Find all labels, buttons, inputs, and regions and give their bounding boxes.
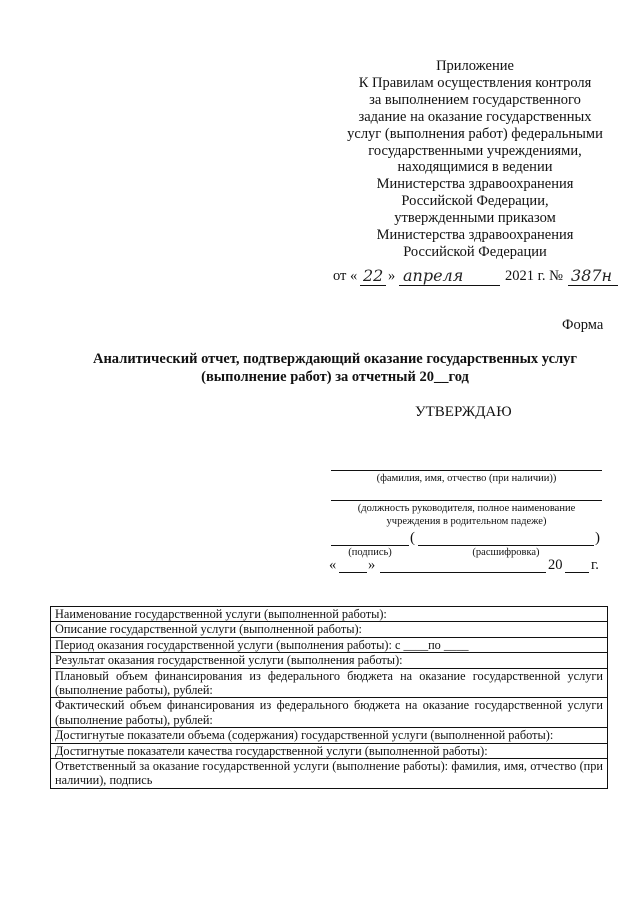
position-caption-line: учреждения в родительном падеже) [386, 516, 547, 527]
date-day-line [339, 572, 367, 573]
form-label: Форма [562, 317, 604, 333]
appendix-line: за выполнением государственного [369, 91, 581, 108]
table-cell: Описание государственной услуги (выполненной работы): [51, 622, 608, 637]
document-title [40, 351, 630, 386]
table-row [51, 653, 608, 668]
table-row [51, 637, 608, 652]
document-title-line: (выполнение работ) за отчетный 20__год [201, 368, 469, 385]
appendix-line: государственными учреждениями, [368, 142, 582, 159]
order-number: 387н [571, 266, 613, 285]
table-row [51, 728, 608, 743]
table-cell: Фактический объем финансирования из федерального бюджета на оказание государственной услуги (выполнение работы), рублей: [51, 698, 608, 728]
table-row [51, 668, 608, 698]
signature-line [331, 545, 409, 546]
table-row [51, 622, 608, 637]
appendix-line: Министерства здравоохранения [376, 176, 574, 193]
appendix-line: задание на оказание государственных [358, 108, 592, 125]
appendix-header [315, 58, 635, 261]
date-open-quote: « [329, 557, 337, 573]
date-year-prefix: 20 [548, 557, 563, 573]
table-row [51, 698, 608, 728]
table-cell: Достигнутые показатели объема (содержания) государственной услуги (выполненной работы): [51, 728, 608, 743]
order-month-underline [399, 285, 500, 286]
appendix-line: К Правилам осуществления контроля [358, 74, 592, 91]
report-table [50, 606, 608, 789]
document-title-line: Аналитический отчет, подтверждающий оказание государственных услуг [92, 351, 577, 367]
position-caption-line: (должность руководителя, полное наименование [357, 503, 576, 514]
table-cell: Результат оказания государственной услуги (выполнения работы): [51, 653, 608, 668]
date-suffix: г. [591, 557, 599, 573]
order-day: 22 [363, 266, 384, 285]
table-row [51, 759, 608, 789]
date-year-line [565, 572, 589, 573]
appendix-line: утвержденными приказом [394, 210, 556, 227]
appendix-line: находящимися в ведении [397, 159, 553, 176]
appendix-line: Российской Федерации, [401, 193, 549, 210]
table-cell: Наименование государственной услуги (выполненной работы): [51, 607, 608, 622]
order-number-underline [568, 285, 618, 286]
table-cell: Период оказания государственной услуги (выполнения работы): с ____по ____ [51, 637, 608, 652]
appendix-line: услуг (выполнения работ) федеральными [347, 125, 603, 142]
appendix-line: Российской Федерации [403, 243, 547, 260]
name-line [331, 470, 602, 471]
date-month-line [380, 572, 546, 573]
order-close-quote: » [388, 268, 396, 284]
order-year: 2021 г. № [505, 268, 564, 284]
date-close-quote: » [368, 557, 376, 573]
table-cell: Достигнутые показатели качества государственной услуги (выполненной работы): [51, 743, 608, 758]
order-prefix: от « [333, 268, 358, 284]
order-month: апреля [403, 266, 464, 285]
signature-caption: (подпись) [348, 547, 392, 558]
decoding-close-paren: ) [595, 530, 600, 546]
table-cell: Плановый объем финансирования из федерального бюджета на оказание государственной услуги (выполнение работы), рублей: [51, 668, 608, 698]
decoding-caption: (расшифровка) [472, 547, 540, 558]
order-day-underline [360, 285, 386, 286]
appendix-line: Приложение [436, 58, 514, 74]
position-line [331, 500, 602, 501]
approval-heading: УТВЕРЖДАЮ [415, 404, 512, 420]
table-row [51, 607, 608, 622]
name-caption: (фамилия, имя, отчество (при наличии)) [376, 473, 557, 484]
decoding-line [418, 545, 594, 546]
table-row [51, 743, 608, 758]
appendix-line: Министерства здравоохранения [376, 227, 574, 244]
table-cell: Ответственный за оказание государственной услуги (выполнение работы): фамилия, имя, отчество (при наличии), подпись [51, 759, 608, 789]
decoding-open-paren: ( [410, 530, 415, 546]
